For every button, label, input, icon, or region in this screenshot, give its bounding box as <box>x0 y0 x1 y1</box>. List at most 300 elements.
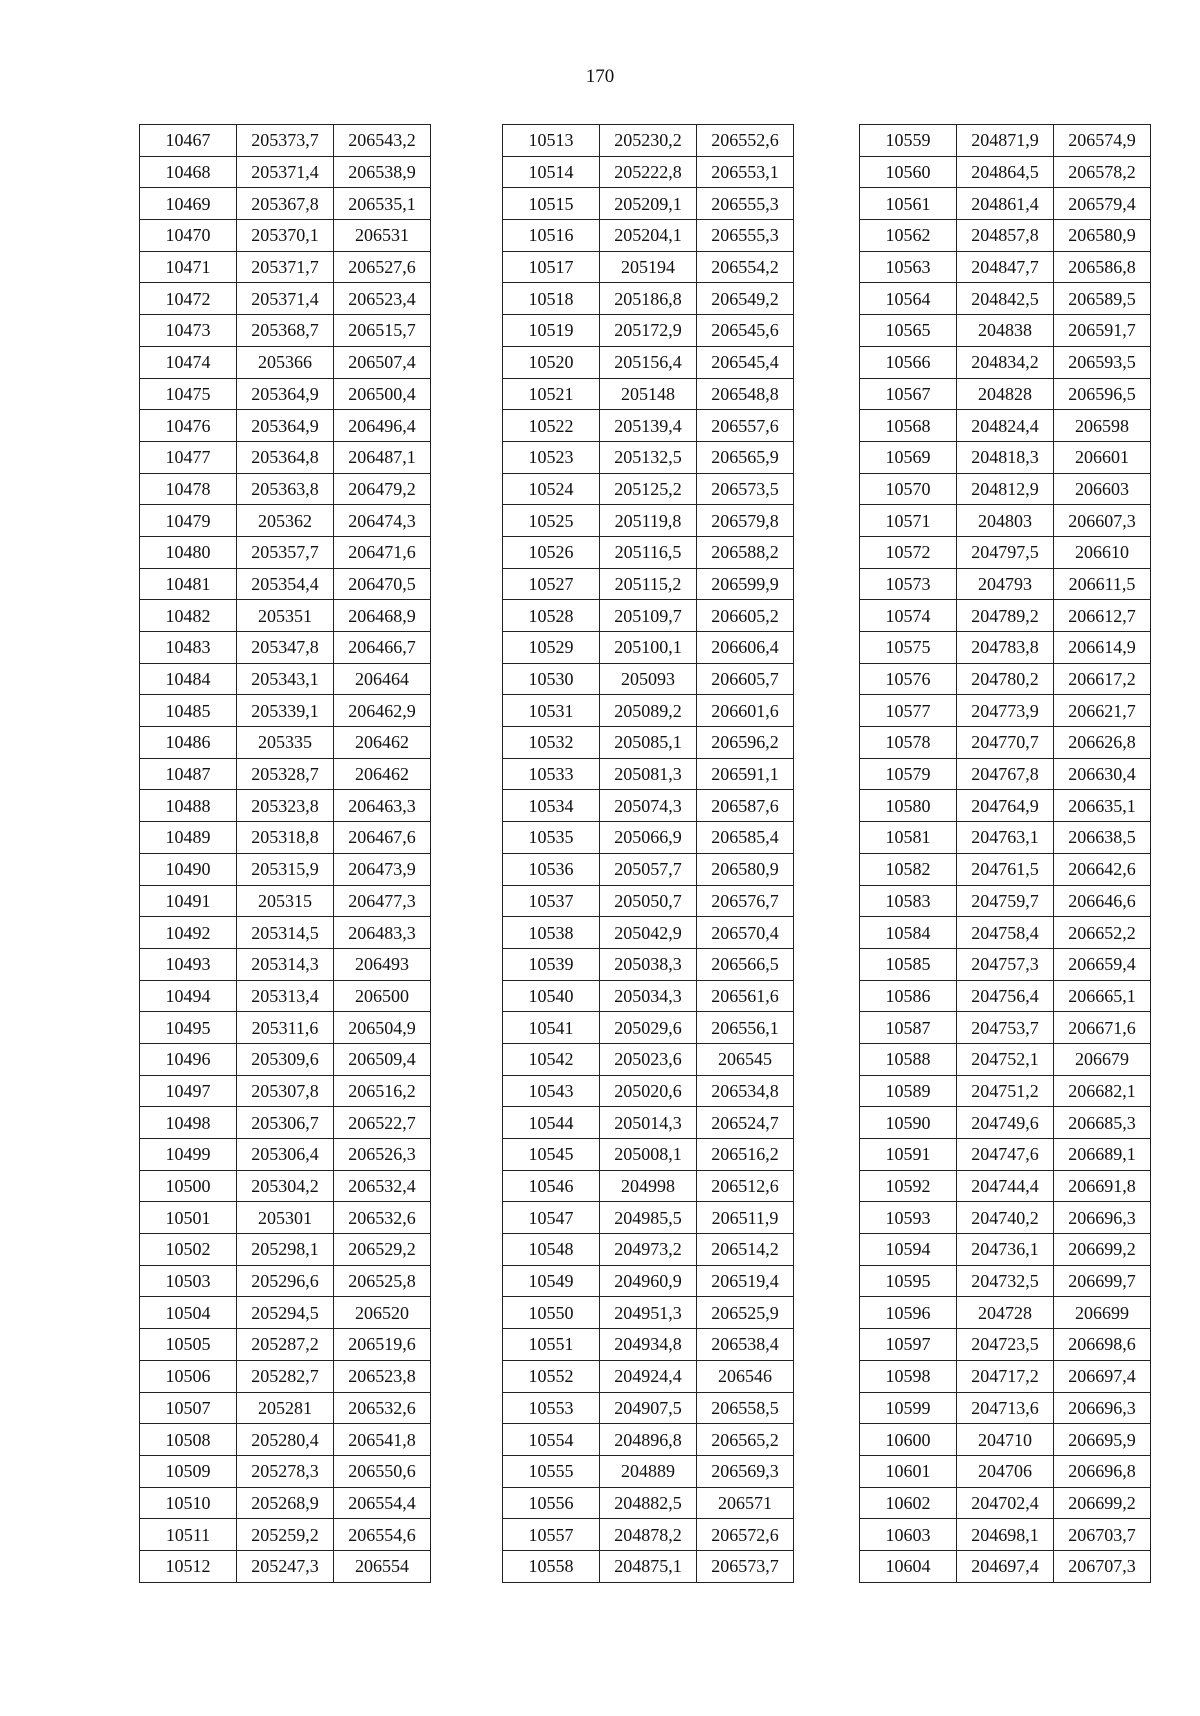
table-row <box>140 410 431 442</box>
y-coordinate-cell: 206512,6 <box>697 1170 794 1202</box>
y-coordinate-cell: 206642,6 <box>1054 853 1151 885</box>
x-coordinate-cell: 205373,7 <box>237 125 334 157</box>
x-coordinate-cell: 205132,5 <box>600 441 697 473</box>
table-row <box>140 568 431 600</box>
point-number-cell: 10510 <box>140 1487 237 1519</box>
table-row <box>503 1424 794 1456</box>
y-coordinate-cell: 206516,2 <box>697 1139 794 1171</box>
table-row <box>503 283 794 315</box>
x-coordinate-cell: 205034,3 <box>600 980 697 1012</box>
x-coordinate-cell: 204780,2 <box>957 663 1054 695</box>
point-number-cell: 10553 <box>503 1392 600 1424</box>
table-row <box>140 1265 431 1297</box>
y-coordinate-cell: 206591,7 <box>1054 315 1151 347</box>
page-number: 170 <box>585 66 615 87</box>
table-row <box>503 1075 794 1107</box>
y-coordinate-cell: 206504,9 <box>334 1012 431 1044</box>
x-coordinate-cell: 205364,9 <box>237 410 334 442</box>
y-coordinate-cell: 206607,3 <box>1054 505 1151 537</box>
y-coordinate-cell: 206516,2 <box>334 1075 431 1107</box>
table-row <box>140 125 431 157</box>
y-coordinate-cell: 206471,6 <box>334 536 431 568</box>
point-number-cell: 10484 <box>140 663 237 695</box>
y-coordinate-cell: 206605,2 <box>697 600 794 632</box>
point-number-cell: 10471 <box>140 251 237 283</box>
table-row <box>503 695 794 727</box>
point-number-cell: 10504 <box>140 1297 237 1329</box>
y-coordinate-cell: 206695,9 <box>1054 1424 1151 1456</box>
y-coordinate-cell: 206554 <box>334 1550 431 1582</box>
y-coordinate-cell: 206635,1 <box>1054 790 1151 822</box>
x-coordinate-cell: 204710 <box>957 1424 1054 1456</box>
table-row <box>860 632 1151 664</box>
table-row <box>860 1107 1151 1139</box>
y-coordinate-cell: 206541,8 <box>334 1424 431 1456</box>
x-coordinate-cell: 204861,4 <box>957 188 1054 220</box>
x-coordinate-cell: 205357,7 <box>237 536 334 568</box>
y-coordinate-cell: 206606,4 <box>697 632 794 664</box>
x-coordinate-cell: 205093 <box>600 663 697 695</box>
x-coordinate-cell: 204875,1 <box>600 1550 697 1582</box>
table-row <box>140 1075 431 1107</box>
y-coordinate-cell: 206646,6 <box>1054 885 1151 917</box>
y-coordinate-cell: 206522,7 <box>334 1107 431 1139</box>
y-coordinate-cell: 206617,2 <box>1054 663 1151 695</box>
x-coordinate-cell: 205109,7 <box>600 600 697 632</box>
y-coordinate-cell: 206555,3 <box>697 188 794 220</box>
point-number-cell: 10492 <box>140 917 237 949</box>
point-number-cell: 10521 <box>503 378 600 410</box>
point-number-cell: 10549 <box>503 1265 600 1297</box>
x-coordinate-cell: 204757,3 <box>957 948 1054 980</box>
table-row <box>503 917 794 949</box>
point-number-cell: 10598 <box>860 1360 957 1392</box>
y-coordinate-cell: 206520 <box>334 1297 431 1329</box>
table-row <box>140 822 431 854</box>
y-coordinate-cell: 206671,6 <box>1054 1012 1151 1044</box>
point-number-cell: 10499 <box>140 1139 237 1171</box>
y-coordinate-cell: 206526,3 <box>334 1139 431 1171</box>
x-coordinate-cell: 205371,7 <box>237 251 334 283</box>
point-number-cell: 10503 <box>140 1265 237 1297</box>
table-row <box>140 695 431 727</box>
y-coordinate-cell: 206470,5 <box>334 568 431 600</box>
x-coordinate-cell: 205081,3 <box>600 758 697 790</box>
y-coordinate-cell: 206557,6 <box>697 410 794 442</box>
y-coordinate-cell: 206519,6 <box>334 1329 431 1361</box>
x-coordinate-cell: 205315 <box>237 885 334 917</box>
table-row <box>140 1202 431 1234</box>
y-coordinate-cell: 206532,4 <box>334 1170 431 1202</box>
point-number-cell: 10524 <box>503 473 600 505</box>
x-coordinate-cell: 205268,9 <box>237 1487 334 1519</box>
y-coordinate-cell: 206586,8 <box>1054 251 1151 283</box>
y-coordinate-cell: 206696,3 <box>1054 1392 1151 1424</box>
y-coordinate-cell: 206601 <box>1054 441 1151 473</box>
table-row <box>140 1170 431 1202</box>
point-number-cell: 10480 <box>140 536 237 568</box>
table-row <box>503 536 794 568</box>
table-row <box>860 822 1151 854</box>
coordinate-table-2 <box>502 124 794 1583</box>
point-number-cell: 10546 <box>503 1170 600 1202</box>
x-coordinate-cell: 205042,9 <box>600 917 697 949</box>
x-coordinate-cell: 205222,8 <box>600 156 697 188</box>
x-coordinate-cell: 205370,1 <box>237 220 334 252</box>
y-coordinate-cell: 206535,1 <box>334 188 431 220</box>
point-number-cell: 10493 <box>140 948 237 980</box>
point-number-cell: 10572 <box>860 536 957 568</box>
table-row <box>503 1234 794 1266</box>
x-coordinate-cell: 205294,5 <box>237 1297 334 1329</box>
point-number-cell: 10547 <box>503 1202 600 1234</box>
table-row <box>860 441 1151 473</box>
point-number-cell: 10564 <box>860 283 957 315</box>
x-coordinate-cell: 204889 <box>600 1455 697 1487</box>
point-number-cell: 10586 <box>860 980 957 1012</box>
table-row <box>140 1297 431 1329</box>
y-coordinate-cell: 206483,3 <box>334 917 431 949</box>
x-coordinate-cell: 204838 <box>957 315 1054 347</box>
point-number-cell: 10534 <box>503 790 600 822</box>
table-row <box>140 156 431 188</box>
x-coordinate-cell: 205020,6 <box>600 1075 697 1107</box>
x-coordinate-cell: 204812,9 <box>957 473 1054 505</box>
x-coordinate-cell: 204789,2 <box>957 600 1054 632</box>
x-coordinate-cell: 205309,6 <box>237 1043 334 1075</box>
y-coordinate-cell: 206576,7 <box>697 885 794 917</box>
point-number-cell: 10583 <box>860 885 957 917</box>
y-coordinate-cell: 206565,2 <box>697 1424 794 1456</box>
point-number-cell: 10515 <box>503 188 600 220</box>
table-row <box>860 758 1151 790</box>
x-coordinate-cell: 204706 <box>957 1455 1054 1487</box>
y-coordinate-cell: 206570,4 <box>697 917 794 949</box>
y-coordinate-cell: 206580,9 <box>1054 220 1151 252</box>
table-row <box>860 220 1151 252</box>
point-number-cell: 10536 <box>503 853 600 885</box>
y-coordinate-cell: 206500 <box>334 980 431 1012</box>
x-coordinate-cell: 204764,9 <box>957 790 1054 822</box>
x-coordinate-cell: 205371,4 <box>237 156 334 188</box>
y-coordinate-cell: 206696,8 <box>1054 1455 1151 1487</box>
table-row <box>140 251 431 283</box>
table-row <box>140 1424 431 1456</box>
x-coordinate-cell: 205100,1 <box>600 632 697 664</box>
table-row <box>140 948 431 980</box>
y-coordinate-cell: 206689,1 <box>1054 1139 1151 1171</box>
point-number-cell: 10520 <box>503 346 600 378</box>
table-row <box>860 536 1151 568</box>
point-number-cell: 10498 <box>140 1107 237 1139</box>
point-number-cell: 10495 <box>140 1012 237 1044</box>
point-number-cell: 10501 <box>140 1202 237 1234</box>
y-coordinate-cell: 206589,5 <box>1054 283 1151 315</box>
table-row <box>140 188 431 220</box>
point-number-cell: 10476 <box>140 410 237 442</box>
x-coordinate-cell: 204702,4 <box>957 1487 1054 1519</box>
x-coordinate-cell: 205029,6 <box>600 1012 697 1044</box>
x-coordinate-cell: 204907,5 <box>600 1392 697 1424</box>
point-number-cell: 10599 <box>860 1392 957 1424</box>
y-coordinate-cell: 206599,9 <box>697 568 794 600</box>
table-row <box>140 1550 431 1582</box>
x-coordinate-cell: 205311,6 <box>237 1012 334 1044</box>
y-coordinate-cell: 206515,7 <box>334 315 431 347</box>
x-coordinate-cell: 204756,4 <box>957 980 1054 1012</box>
table-row <box>860 1012 1151 1044</box>
point-number-cell: 10526 <box>503 536 600 568</box>
x-coordinate-cell: 204998 <box>600 1170 697 1202</box>
table-row <box>140 378 431 410</box>
y-coordinate-cell: 206698,6 <box>1054 1329 1151 1361</box>
y-coordinate-cell: 206612,7 <box>1054 600 1151 632</box>
y-coordinate-cell: 206572,6 <box>697 1519 794 1551</box>
x-coordinate-cell: 205328,7 <box>237 758 334 790</box>
y-coordinate-cell: 206699 <box>1054 1297 1151 1329</box>
y-coordinate-cell: 206601,6 <box>697 695 794 727</box>
point-number-cell: 10552 <box>503 1360 600 1392</box>
point-number-cell: 10594 <box>860 1234 957 1266</box>
x-coordinate-cell: 205085,1 <box>600 727 697 759</box>
point-number-cell: 10529 <box>503 632 600 664</box>
x-coordinate-cell: 205038,3 <box>600 948 697 980</box>
y-coordinate-cell: 206707,3 <box>1054 1550 1151 1582</box>
point-number-cell: 10505 <box>140 1329 237 1361</box>
y-coordinate-cell: 206610 <box>1054 536 1151 568</box>
y-coordinate-cell: 206550,6 <box>334 1455 431 1487</box>
y-coordinate-cell: 206638,5 <box>1054 822 1151 854</box>
table-row <box>860 1329 1151 1361</box>
point-number-cell: 10486 <box>140 727 237 759</box>
x-coordinate-cell: 205371,4 <box>237 283 334 315</box>
x-coordinate-cell: 205307,8 <box>237 1075 334 1107</box>
table-row <box>140 346 431 378</box>
point-number-cell: 10473 <box>140 315 237 347</box>
point-number-cell: 10523 <box>503 441 600 473</box>
x-coordinate-cell: 205050,7 <box>600 885 697 917</box>
y-coordinate-cell: 206538,9 <box>334 156 431 188</box>
y-coordinate-cell: 206554,4 <box>334 1487 431 1519</box>
x-coordinate-cell: 204767,8 <box>957 758 1054 790</box>
point-number-cell: 10528 <box>503 600 600 632</box>
table-row <box>503 1329 794 1361</box>
table-row <box>860 505 1151 537</box>
point-number-cell: 10603 <box>860 1519 957 1551</box>
table-row <box>503 663 794 695</box>
point-number-cell: 10542 <box>503 1043 600 1075</box>
y-coordinate-cell: 206605,7 <box>697 663 794 695</box>
y-coordinate-cell: 206630,4 <box>1054 758 1151 790</box>
x-coordinate-cell: 205125,2 <box>600 473 697 505</box>
x-coordinate-cell: 205314,5 <box>237 917 334 949</box>
x-coordinate-cell: 205089,2 <box>600 695 697 727</box>
y-coordinate-cell: 206556,1 <box>697 1012 794 1044</box>
point-number-cell: 10489 <box>140 822 237 854</box>
x-coordinate-cell: 205366 <box>237 346 334 378</box>
y-coordinate-cell: 206665,1 <box>1054 980 1151 1012</box>
point-number-cell: 10575 <box>860 632 957 664</box>
x-coordinate-cell: 205230,2 <box>600 125 697 157</box>
y-coordinate-cell: 206549,2 <box>697 283 794 315</box>
point-number-cell: 10527 <box>503 568 600 600</box>
table-row <box>140 441 431 473</box>
x-coordinate-cell: 204985,5 <box>600 1202 697 1234</box>
table-row <box>503 156 794 188</box>
coordinate-table-3 <box>859 124 1151 1583</box>
point-number-cell: 10482 <box>140 600 237 632</box>
point-number-cell: 10531 <box>503 695 600 727</box>
table-row <box>140 1487 431 1519</box>
y-coordinate-cell: 206578,2 <box>1054 156 1151 188</box>
x-coordinate-cell: 204723,5 <box>957 1329 1054 1361</box>
table-row <box>140 220 431 252</box>
x-coordinate-cell: 205278,3 <box>237 1455 334 1487</box>
table-row <box>860 1392 1151 1424</box>
x-coordinate-cell: 205119,8 <box>600 505 697 537</box>
x-coordinate-cell: 204896,8 <box>600 1424 697 1456</box>
table-row <box>860 315 1151 347</box>
x-coordinate-cell: 204749,6 <box>957 1107 1054 1139</box>
point-number-cell: 10525 <box>503 505 600 537</box>
point-number-cell: 10597 <box>860 1329 957 1361</box>
point-number-cell: 10500 <box>140 1170 237 1202</box>
point-number-cell: 10557 <box>503 1519 600 1551</box>
point-number-cell: 10502 <box>140 1234 237 1266</box>
table-row <box>860 1487 1151 1519</box>
point-number-cell: 10472 <box>140 283 237 315</box>
x-coordinate-cell: 204761,5 <box>957 853 1054 885</box>
point-number-cell: 10478 <box>140 473 237 505</box>
x-coordinate-cell: 204882,5 <box>600 1487 697 1519</box>
table-row <box>860 948 1151 980</box>
x-coordinate-cell: 204834,2 <box>957 346 1054 378</box>
x-coordinate-cell: 205339,1 <box>237 695 334 727</box>
x-coordinate-cell: 204973,2 <box>600 1234 697 1266</box>
point-number-cell: 10548 <box>503 1234 600 1266</box>
x-coordinate-cell: 204740,2 <box>957 1202 1054 1234</box>
table-row <box>503 125 794 157</box>
x-coordinate-cell: 205287,2 <box>237 1329 334 1361</box>
x-coordinate-cell: 204747,6 <box>957 1139 1054 1171</box>
y-coordinate-cell: 206525,9 <box>697 1297 794 1329</box>
table-row <box>503 1392 794 1424</box>
point-number-cell: 10574 <box>860 600 957 632</box>
y-coordinate-cell: 206621,7 <box>1054 695 1151 727</box>
point-number-cell: 10565 <box>860 315 957 347</box>
table-row <box>140 758 431 790</box>
x-coordinate-cell: 205347,8 <box>237 632 334 664</box>
table-row <box>140 315 431 347</box>
table-row <box>503 1519 794 1551</box>
table-row <box>860 156 1151 188</box>
table-row <box>503 346 794 378</box>
x-coordinate-cell: 205204,1 <box>600 220 697 252</box>
point-number-cell: 10518 <box>503 283 600 315</box>
y-coordinate-cell: 206543,2 <box>334 125 431 157</box>
y-coordinate-cell: 206699,2 <box>1054 1487 1151 1519</box>
point-number-cell: 10535 <box>503 822 600 854</box>
table-row <box>140 853 431 885</box>
x-coordinate-cell: 205313,4 <box>237 980 334 1012</box>
point-number-cell: 10545 <box>503 1139 600 1171</box>
y-coordinate-cell: 206487,1 <box>334 441 431 473</box>
point-number-cell: 10554 <box>503 1424 600 1456</box>
point-number-cell: 10555 <box>503 1455 600 1487</box>
table-row <box>140 790 431 822</box>
x-coordinate-cell: 204728 <box>957 1297 1054 1329</box>
table-row <box>503 853 794 885</box>
point-number-cell: 10560 <box>860 156 957 188</box>
point-number-cell: 10590 <box>860 1107 957 1139</box>
table-row <box>503 1265 794 1297</box>
table-row <box>860 251 1151 283</box>
point-number-cell: 10579 <box>860 758 957 790</box>
table-row <box>503 758 794 790</box>
table-row <box>503 505 794 537</box>
y-coordinate-cell: 206685,3 <box>1054 1107 1151 1139</box>
y-coordinate-cell: 206697,4 <box>1054 1360 1151 1392</box>
point-number-cell: 10512 <box>140 1550 237 1582</box>
x-coordinate-cell: 205364,8 <box>237 441 334 473</box>
point-number-cell: 10468 <box>140 156 237 188</box>
y-coordinate-cell: 206696,3 <box>1054 1202 1151 1234</box>
table-row <box>140 1012 431 1044</box>
point-number-cell: 10467 <box>140 125 237 157</box>
y-coordinate-cell: 206462 <box>334 727 431 759</box>
table-row <box>860 885 1151 917</box>
y-coordinate-cell: 206593,5 <box>1054 346 1151 378</box>
x-coordinate-cell: 205318,8 <box>237 822 334 854</box>
point-number-cell: 10592 <box>860 1170 957 1202</box>
y-coordinate-cell: 206571 <box>697 1487 794 1519</box>
table-row <box>503 378 794 410</box>
x-coordinate-cell: 205314,3 <box>237 948 334 980</box>
x-coordinate-cell: 205172,9 <box>600 315 697 347</box>
y-coordinate-cell: 206538,4 <box>697 1329 794 1361</box>
table-row <box>860 283 1151 315</box>
table-row <box>860 1265 1151 1297</box>
table-row <box>140 473 431 505</box>
y-coordinate-cell: 206511,9 <box>697 1202 794 1234</box>
x-coordinate-cell: 204770,7 <box>957 727 1054 759</box>
point-number-cell: 10568 <box>860 410 957 442</box>
x-coordinate-cell: 204759,7 <box>957 885 1054 917</box>
x-coordinate-cell: 205363,8 <box>237 473 334 505</box>
table-row <box>503 1360 794 1392</box>
y-coordinate-cell: 206561,6 <box>697 980 794 1012</box>
table-row <box>503 220 794 252</box>
y-coordinate-cell: 206519,4 <box>697 1265 794 1297</box>
x-coordinate-cell: 204758,4 <box>957 917 1054 949</box>
point-number-cell: 10570 <box>860 473 957 505</box>
point-number-cell: 10496 <box>140 1043 237 1075</box>
y-coordinate-cell: 206531 <box>334 220 431 252</box>
point-number-cell: 10559 <box>860 125 957 157</box>
table-row <box>503 980 794 1012</box>
y-coordinate-cell: 206555,3 <box>697 220 794 252</box>
x-coordinate-cell: 205323,8 <box>237 790 334 822</box>
table-row <box>860 1139 1151 1171</box>
x-coordinate-cell: 204828 <box>957 378 1054 410</box>
point-number-cell: 10576 <box>860 663 957 695</box>
x-coordinate-cell: 205315,9 <box>237 853 334 885</box>
y-coordinate-cell: 206565,9 <box>697 441 794 473</box>
x-coordinate-cell: 204847,7 <box>957 251 1054 283</box>
table-row <box>860 727 1151 759</box>
y-coordinate-cell: 206545 <box>697 1043 794 1075</box>
table-row <box>503 822 794 854</box>
